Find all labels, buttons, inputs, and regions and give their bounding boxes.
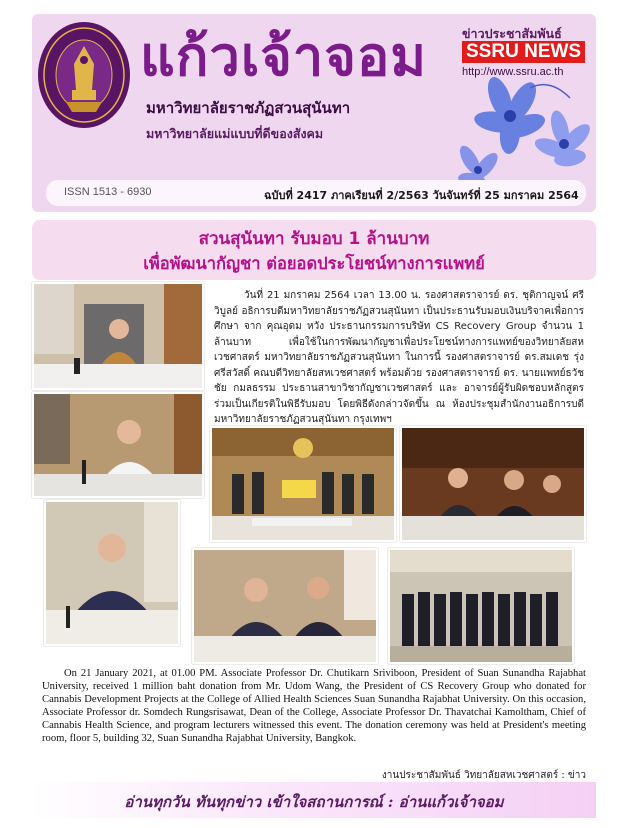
footer-slogan: อ่านทุกวัน ทันทุกข่าว เข้าใจสถานการณ์ : อ่านแก้วเจ้าจอม — [124, 793, 504, 811]
university-name: มหาวิทยาลัยราชภัฏสวนสุนันทา — [146, 99, 351, 117]
photo-check-presentation — [210, 426, 396, 542]
photo-officials-at-table — [400, 426, 586, 542]
university-motto: มหาวิทยาลัยแม่แบบที่ดีของสังคม — [146, 126, 324, 141]
masthead-title: แก้วเจ้าจอม — [140, 24, 427, 88]
university-seal-icon — [36, 20, 132, 130]
news-credit: งานประชาสัมพันธ์ วิทยาลัยสหเวชศาสตร์ : ข่าว — [381, 770, 586, 781]
news-label-thai: ข่าวประชาสัมพันธ์ — [462, 26, 562, 41]
flower-decoration-icon — [430, 68, 600, 198]
headline-line-2: เพื่อพัฒนากัญชา ต่อยอดประโยชน์ทางการแพทย์ — [143, 254, 485, 273]
photo-donor-speaking — [32, 392, 204, 498]
photo-president-at-desk — [32, 282, 204, 390]
headline-line-1: สวนสุนันทา รับมอบ 1 ล้านบาท — [198, 229, 430, 249]
website-url[interactable]: http://www.ssru.ac.th — [462, 66, 564, 78]
photo-signing-ceremony — [192, 548, 378, 664]
issn-number: ISSN 1513 - 6930 — [64, 186, 152, 198]
article-body-english: On 21 January 2021, at 01.00 PM. Associate Professor Dr. Chutikarn Sriviboon, President of Suan Sunandha Rajabhat University, received 1 million baht donation from Mr. Udom Wang, the President of CS Recovery Group who donated for Cannabis Development Projects at the College of Allied Health Sciences Suan Sunandha Rajabhat University. On this occasion, Associate Professor dr. Somdech Rungsrisawat, Dean of the College, Associate Professor Dr. Thavatchai Kamoltham, Chief of Cannabis Health Science, and program lecturers witnessed this event. The donation ceremony was held at President's meeting room, floor 5, building 32, Suan Sunandha Rajabhat University, Bangkok. — [42, 668, 586, 744]
photo-dean-at-desk — [44, 500, 180, 646]
photo-group-portrait — [388, 548, 574, 664]
article-body-thai: วันที่ 21 มกราคม 2564 เวลา 13.00 น. รองศาสตราจารย์ ดร. ชุติกาญจน์ ศรีวิบูลย์ อธิการบดีมหาวิทยาลัยราชภัฏสวนสุนันทา เป็นประธานรับมอบเงินบริจาคเพื่อการศึกษา จาก คุณอุดม หวัง ประธานกรรมการบริษัท CS Recovery Group จำนวน 1 ล้านบาท เพื่อใช้ในการพัฒนากัญชาเพื่อประโยชน์ทางการแพทย์ของวิทยาลัยสหเวชศาสตร์ มหาวิทยาลัยราชภัฏสวนสุนันทา ในการนี้ รองศาสตราจารย์ ดร.สมเดช รุ่งศรีสวัสดิ์ คณบดีวิทยาลัยสหเวชศาสตร์ พร้อมด้วย รองศาสตราจารย์ ดร. นายแพทย์ธวัชชัย กมลธรรม ประธานสาขาวิชากัญชาเวชศาสตร์ และ อาจารย์ผู้รับผิดชอบหลักสูตรร่วมเป็นเกียรติในพิธีรับมอบ โดยพิธีดังกล่าวจัดขึ้น ณ ห้องประชุมสำนักงานอธิการบดี มหาวิทยาลัยราชภัฏสวนสุนันทา กรุงเทพฯ — [214, 290, 584, 425]
issue-info: ฉบับที่ 2417 ภาคเรียนที่ 2/2563 วันจันทร์ที่ 25 มกราคม 2564 — [264, 189, 579, 202]
news-label-badge: SSRU NEWS — [462, 41, 585, 63]
